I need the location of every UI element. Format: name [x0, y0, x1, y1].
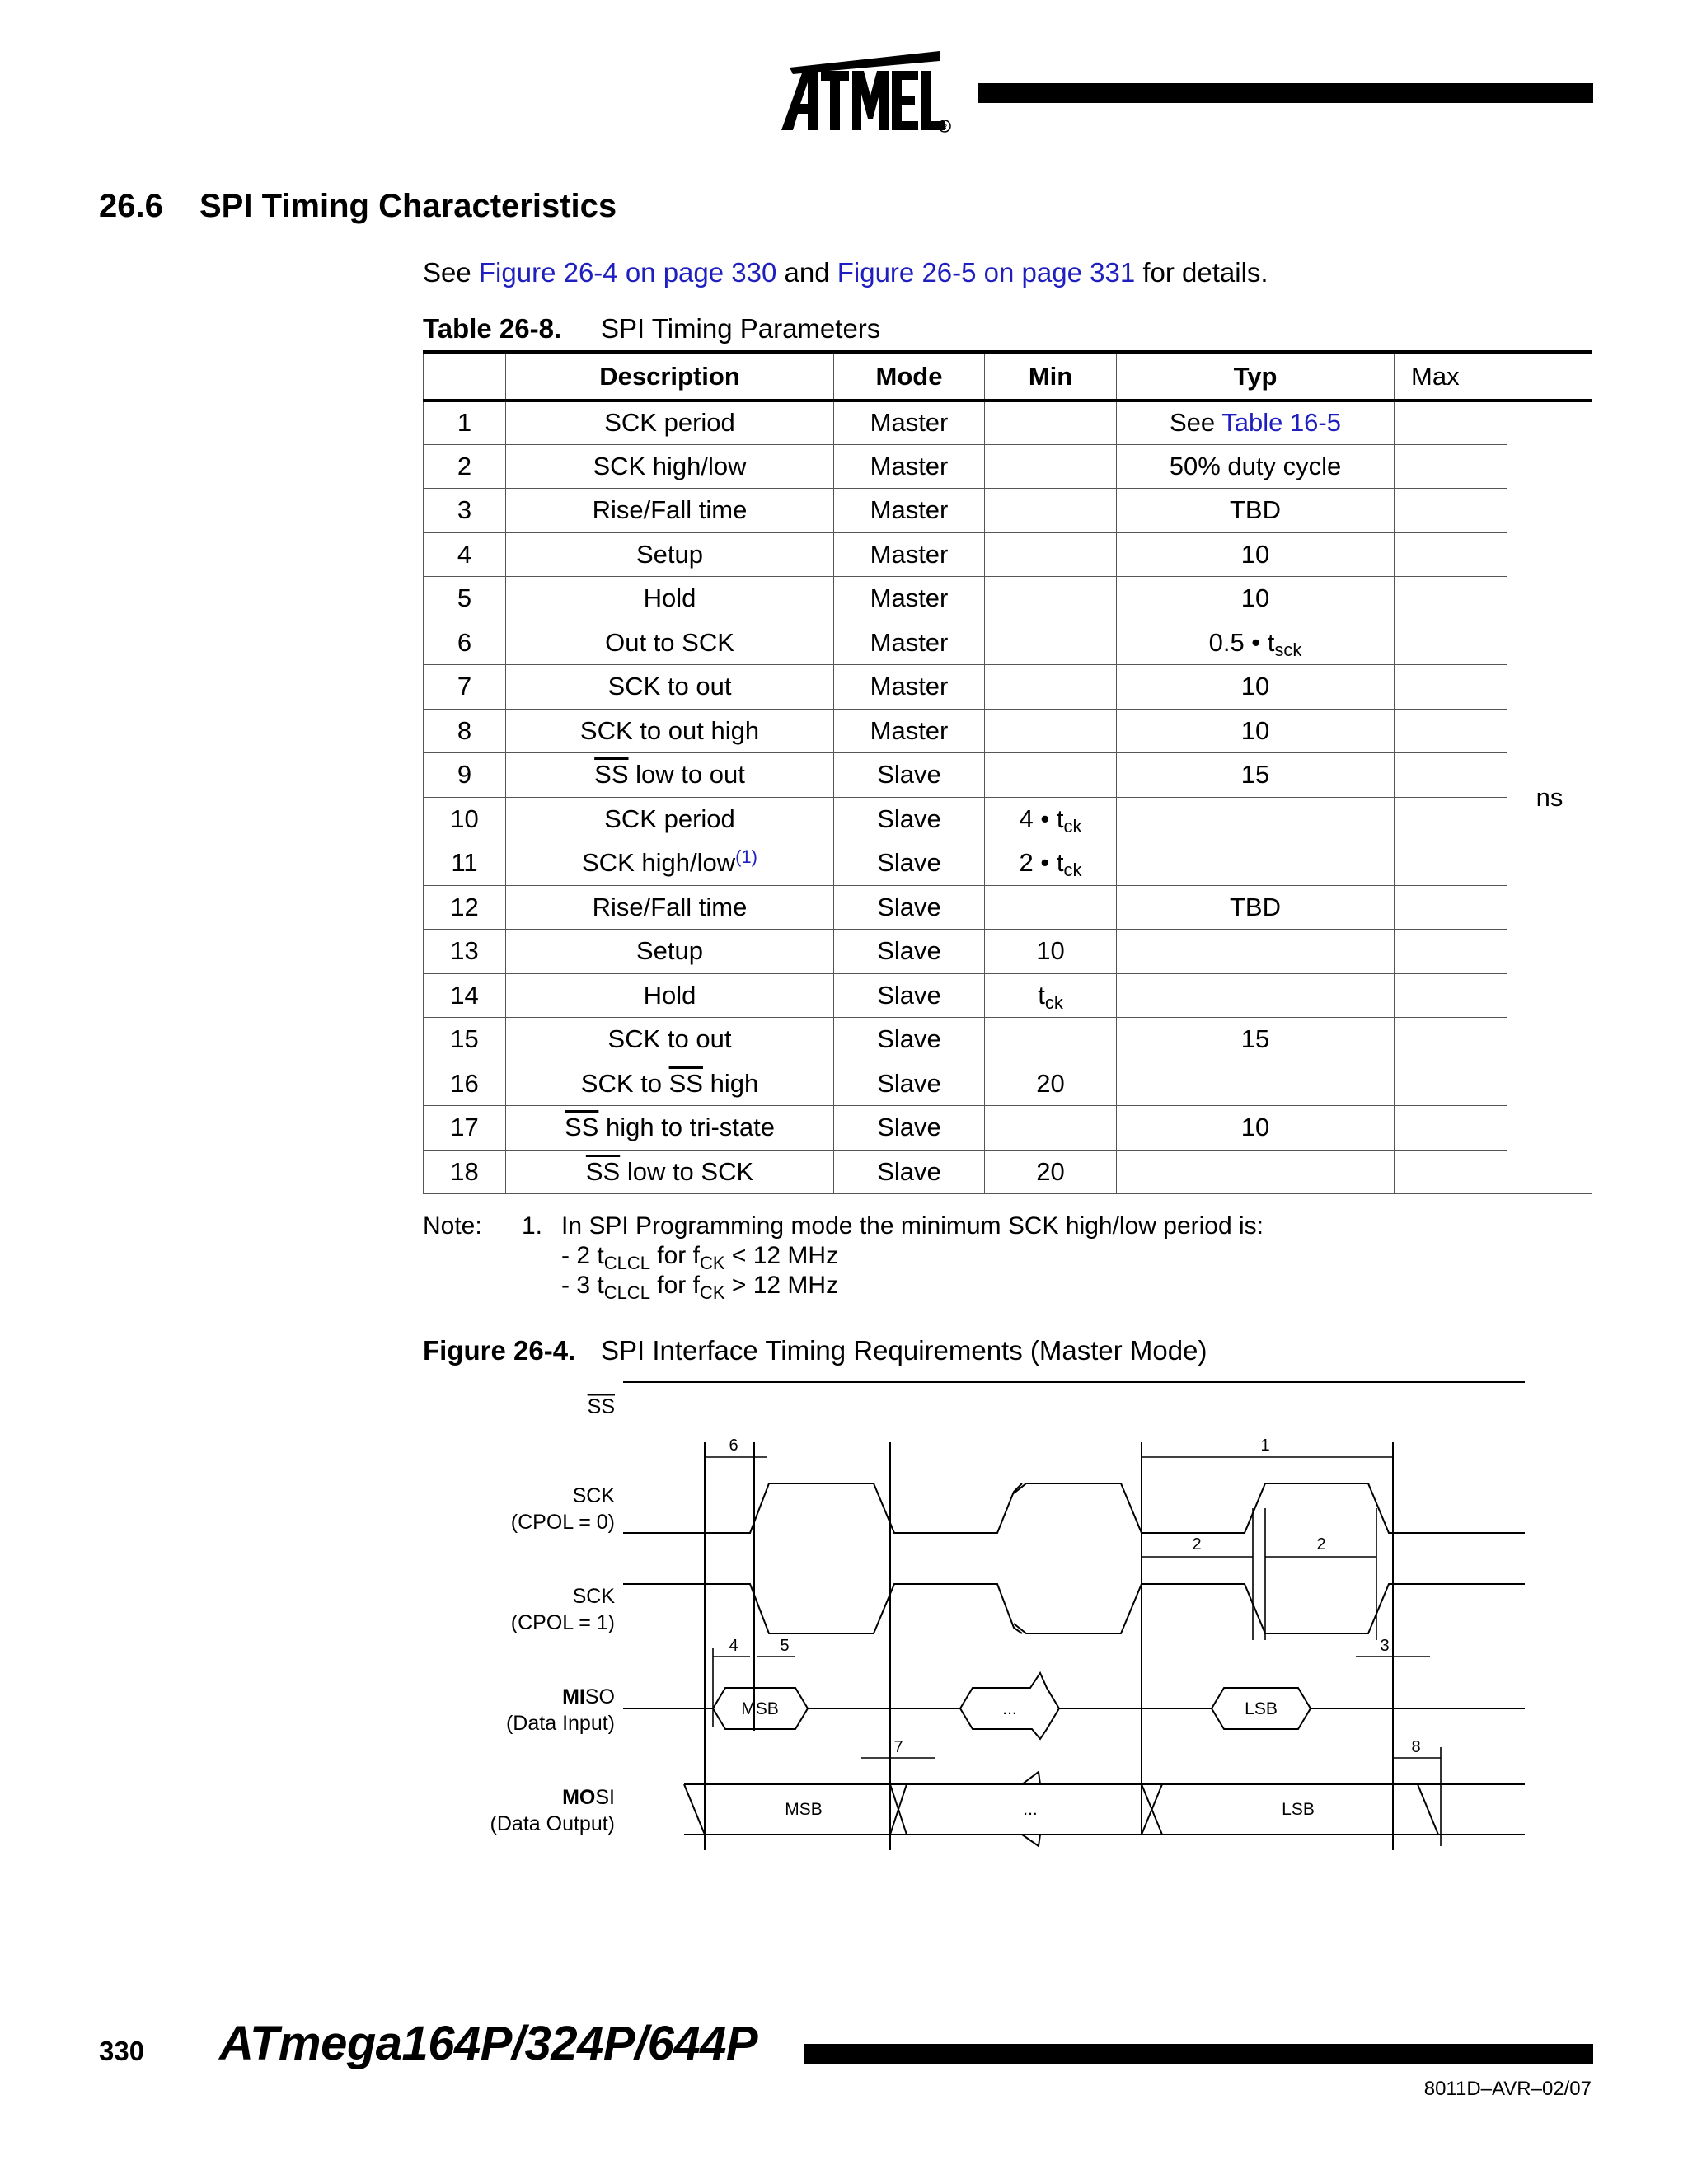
row-mode: Master [834, 709, 985, 753]
row-typ: 15 [1117, 1018, 1395, 1062]
row-mode: Master [834, 401, 985, 445]
row-description: SCK to $\overline{SS}$ high [506, 1062, 834, 1106]
annotation-1: 1 [1260, 1436, 1270, 1455]
note-line-2: - 2 $t_{CLCL}$ for $f_{CK} < 12$ MHz [561, 1242, 839, 1273]
note-label: Note: [423, 1212, 482, 1240]
row-description: $\overline{SS}$ high to tri-state [506, 1106, 834, 1151]
row-description: SCK to out [506, 665, 834, 710]
note-number: 1. [522, 1212, 543, 1240]
row-description: SCK period [506, 401, 834, 445]
row-typ: 10 [1117, 709, 1395, 753]
row-description: Hold [506, 973, 834, 1018]
row-mode: Master [834, 444, 985, 489]
row-description: $\overline{SS}$ low to SCK [506, 1150, 834, 1194]
unit-cell: ns [1507, 401, 1592, 1194]
table-title: SPI Timing Parameters [601, 313, 881, 344]
row-number: 11 [424, 841, 506, 886]
mosi-lsb-label: LSB [1282, 1800, 1315, 1819]
row-mode: Master [834, 577, 985, 621]
row-number: 12 [424, 885, 506, 930]
miso-label: MISO [562, 1685, 615, 1708]
row-description: SCK high/low [506, 444, 834, 489]
annotation-7: 7 [893, 1738, 903, 1756]
row-mode: Master [834, 665, 985, 710]
miso-mid-label: ... [1002, 1699, 1017, 1718]
sck-cpol1-label: SCK [572, 1585, 615, 1608]
intro-suffix: for details. [1135, 257, 1268, 288]
row-mode: Slave [834, 885, 985, 930]
figure-title: SPI Interface Timing Requirements (Master Mode) [601, 1335, 1207, 1366]
annotation-5: 5 [780, 1637, 790, 1655]
miso-sublabel: (Data Input) [505, 1712, 615, 1735]
annotation-3: 3 [1380, 1637, 1390, 1655]
note-text: In SPI Programming mode the minimum SCK high/low period is: [561, 1212, 1264, 1240]
doc-code: 8011D–AVR–02/07 [1423, 2078, 1592, 2100]
row-mode: Slave [834, 930, 985, 974]
footnote-ref[interactable]: (1) [735, 846, 757, 868]
row-description: Rise/Fall time [506, 885, 834, 930]
row-mode: Master [834, 489, 985, 533]
miso-msb-label: MSB [741, 1699, 779, 1718]
row-typ: 10 [1117, 577, 1395, 621]
row-mode: Master [834, 532, 985, 577]
row-number: 7 [424, 665, 506, 710]
row-min: 2 • $t_{ck}$ [985, 841, 1117, 886]
row-min: 10 [985, 930, 1117, 974]
figure-26-5-link[interactable]: Figure 26-5 on page 331 [837, 257, 1136, 288]
row-typ: 50% duty cycle [1117, 444, 1395, 489]
row-number: 14 [424, 973, 506, 1018]
row-typ: TBD [1117, 489, 1395, 533]
row-number: 9 [424, 753, 506, 798]
footer-rule [804, 2044, 1593, 2064]
row-min: $t_{ck}$ [985, 973, 1117, 1018]
section-title: SPI Timing Characteristics [199, 188, 617, 224]
row-description: Hold [506, 577, 834, 621]
sck-cpol0-wave [623, 1483, 1525, 1533]
annotation-6: 6 [729, 1436, 738, 1455]
row-number: 3 [424, 489, 506, 533]
row-description: Rise/Fall time [506, 489, 834, 533]
row-number: 1 [424, 401, 506, 445]
annotation-2b: 2 [1316, 1535, 1326, 1554]
row-number: 4 [424, 532, 506, 577]
mosi-label: MOSI [562, 1786, 615, 1809]
row-min: 20 [985, 1150, 1117, 1194]
header-min: Min [985, 353, 1117, 401]
row-number: 13 [424, 930, 506, 974]
sck-cpol0-sublabel: (CPOL = 0) [510, 1511, 615, 1534]
annotation-2a: 2 [1192, 1535, 1202, 1554]
row-mode: Slave [834, 1062, 985, 1106]
row-description: Setup [506, 532, 834, 577]
note-line-3: - 3 $t_{CLCL}$ for $f_{CK} > 12$ MHz [561, 1272, 839, 1303]
row-number: 6 [424, 621, 506, 665]
mosi-sublabel: (Data Output) [490, 1812, 615, 1835]
row-description: Setup [506, 930, 834, 974]
header-description: Description [506, 353, 834, 401]
page-number: 330 [99, 2036, 145, 2066]
row-number: 8 [424, 709, 506, 753]
table-label: Table 26-8. [423, 313, 562, 344]
row-description: SCK to out [506, 1018, 834, 1062]
row-description: $\overline{SS}$ low to out [506, 753, 834, 798]
row-number: 10 [424, 797, 506, 841]
intro-prefix: See [423, 257, 479, 288]
sck-cpol1-sublabel: (CPOL = 1) [510, 1611, 615, 1634]
row-typ: 10 [1117, 532, 1395, 577]
header-mode: Mode [834, 353, 985, 401]
row-number: 18 [424, 1150, 506, 1194]
row-mode: Slave [834, 1150, 985, 1194]
section-number: 26.6 [99, 188, 163, 224]
annotation-8: 8 [1411, 1738, 1421, 1756]
row-mode: Master [834, 621, 985, 665]
row-mode: Slave [834, 1106, 985, 1151]
row-min: 4 • $t_{ck}$ [985, 797, 1117, 841]
intro-middle: and [776, 257, 837, 288]
row-mode: Slave [834, 973, 985, 1018]
row-description: SCK high/low$^{(1)}$ [506, 841, 834, 886]
row-mode: Slave [834, 841, 985, 886]
table-16-5-link[interactable]: Table 16-5 [1221, 408, 1341, 437]
footer-title: ATmega164P/324P/644P [219, 2017, 758, 2070]
row-number: 16 [424, 1062, 506, 1106]
row-typ: 10 [1117, 1106, 1395, 1151]
row-typ: 0.5 • $t_{sck}$ [1117, 621, 1395, 665]
row-typ: TBD [1117, 885, 1395, 930]
row-typ: 15 [1117, 753, 1395, 798]
row-min: 20 [985, 1062, 1117, 1106]
sck-cpol1-wave [623, 1584, 1525, 1633]
svg-text:R: R [941, 123, 948, 131]
figure-label: Figure 26-4. [423, 1335, 576, 1366]
mosi-msb-label: MSB [785, 1800, 823, 1819]
row-description: SCK period [506, 797, 834, 841]
figure-26-4-link[interactable]: Figure 26-4 on page 330 [478, 257, 777, 288]
row-description: Out to SCK [506, 621, 834, 665]
row-number: 15 [424, 1018, 506, 1062]
header-typ: Typ [1117, 353, 1395, 401]
row-number: 5 [424, 577, 506, 621]
sck-cpol0-label: SCK [572, 1484, 615, 1507]
header-max: Max [1395, 353, 1507, 401]
row-number: 17 [424, 1106, 506, 1151]
row-typ: 10 [1117, 665, 1395, 710]
miso-lsb-label: LSB [1245, 1699, 1278, 1718]
mosi-mid-label: ... [1023, 1800, 1038, 1819]
row-number: 2 [424, 444, 506, 489]
annotation-4: 4 [729, 1637, 738, 1655]
row-typ: See Table 16-5 [1117, 401, 1395, 445]
row-mode: Slave [834, 753, 985, 798]
ss-label: SS [587, 1395, 615, 1418]
row-description: SCK to out high [506, 709, 834, 753]
row-mode: Slave [834, 1018, 985, 1062]
row-mode: Slave [834, 797, 985, 841]
